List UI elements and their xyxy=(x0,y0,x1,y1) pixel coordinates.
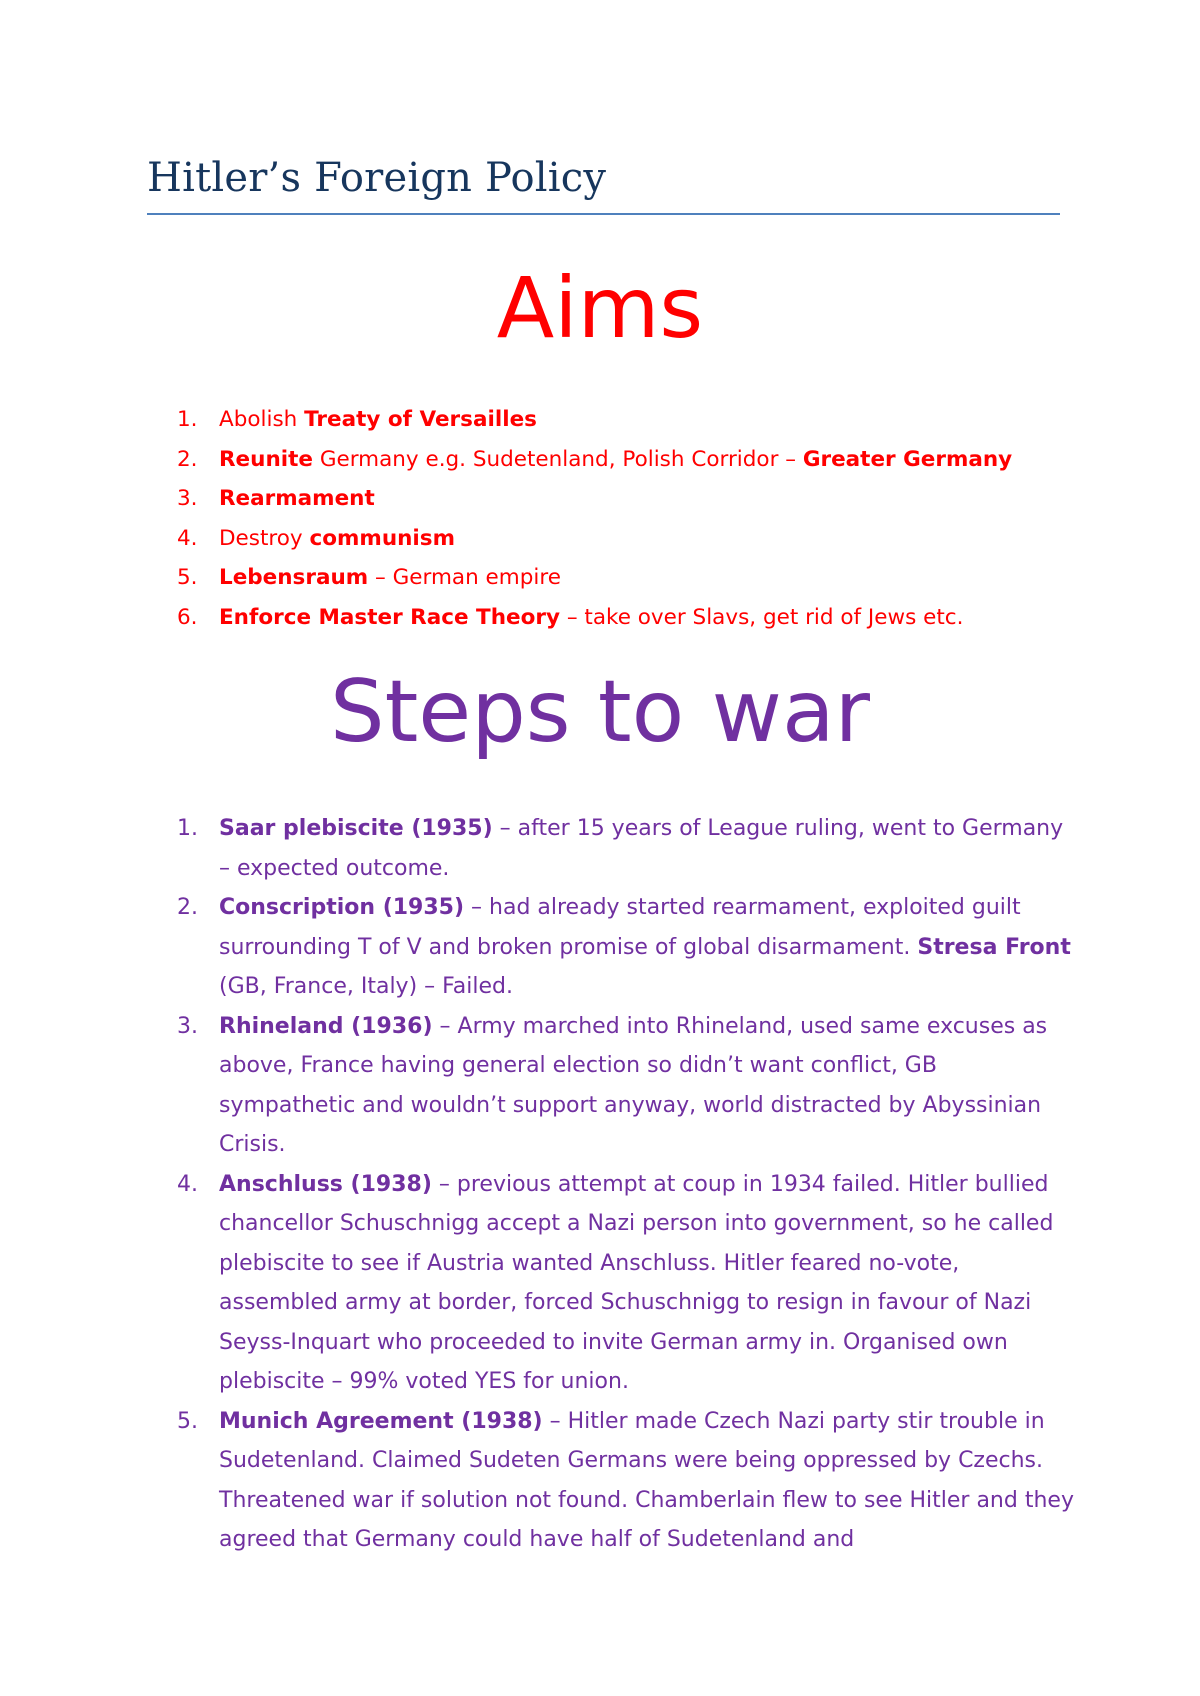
item-text: – German empire xyxy=(368,565,561,590)
bold-term: Lebensraum xyxy=(219,565,369,590)
steps-list xyxy=(147,809,1077,1560)
aims-item-1 xyxy=(147,400,1097,440)
bold-term: Anschluss (1938) xyxy=(219,1171,432,1197)
bold-term: Greater Germany xyxy=(802,446,1013,472)
aims-item-5 xyxy=(147,558,1097,598)
aims-list xyxy=(147,400,1097,637)
list-number: 2. xyxy=(177,446,198,472)
bold-term: Treaty of Versailles xyxy=(304,407,537,432)
bold-term: Conscription (1935) xyxy=(219,895,465,920)
item-text: Destroy xyxy=(219,525,310,551)
list-number: 3. xyxy=(177,486,198,511)
document-title: Hitler’s Foreign Policy xyxy=(147,155,607,201)
item-text: – previous attempt at coup in 1934 failed. Hitler bullied chancellor Schuschnigg accept a Nazi person into government, so he called plebiscite to see if Austria wanted Anschluss. Hitler feared no-vote, assembled army at border, forced Schuschnigg to resign in favour of Nazi Seyss-Inquart who proceeded to invite German army in. Organised own plebiscite – 99% voted YES for union. xyxy=(219,1171,1054,1394)
list-number: 3. xyxy=(177,1013,198,1039)
aims-item-4 xyxy=(147,519,1097,559)
bold-term: Enforce Master Race Theory xyxy=(219,604,560,630)
bold-term: Reunite xyxy=(219,446,313,472)
list-number: 1. xyxy=(177,407,198,432)
aims-heading: Aims xyxy=(496,259,704,357)
list-number: 1. xyxy=(177,816,198,841)
bold-term: Rhineland (1936) xyxy=(219,1013,433,1039)
item-text: – Army marched into Rhineland, used same excuses as above, France having general election so didn’t want conflict, GB sympathetic and wouldn’t support anyway, world distracted by Abyssinian Crisis. xyxy=(219,1013,1048,1157)
list-number: 5. xyxy=(177,565,198,590)
bold-term: Saar plebiscite (1935) xyxy=(219,816,493,841)
item-text: (GB, France, Italy) – Failed. xyxy=(219,974,513,999)
list-number: 4. xyxy=(177,525,198,551)
aims-item-2 xyxy=(147,440,1097,480)
item-text: – after 15 years of League ruling, went to Germany – expected outcome. xyxy=(219,816,1064,881)
list-number: 6. xyxy=(177,604,198,630)
bold-term: communism xyxy=(309,525,456,551)
list-number: 2. xyxy=(177,895,198,920)
steps-item-4 xyxy=(147,1165,1077,1402)
item-text: Germany e.g. Sudetenland, Polish Corridor – xyxy=(312,446,803,472)
steps-item-5 xyxy=(147,1402,1077,1560)
item-text: – Hitler made Czech Nazi party stir trouble in Sudetenland. Claimed Sudeten Germans were being oppressed by Czechs. Threatened war if solution not found. Chamberlain flew to see Hitler and they agreed that Germany could have half of Sudetenland and xyxy=(219,1408,1074,1552)
steps-item-3 xyxy=(147,1007,1077,1165)
steps-item-2 xyxy=(147,888,1077,1007)
steps-item-1 xyxy=(147,809,1077,888)
list-number: 4. xyxy=(177,1171,198,1197)
item-text: Abolish xyxy=(219,407,305,432)
bold-term: Rearmament xyxy=(219,486,375,511)
steps-heading: Steps to war xyxy=(329,662,871,762)
aims-item-3 xyxy=(147,479,1097,519)
title-underline xyxy=(147,213,1060,215)
bold-term: Stresa Front xyxy=(917,934,1071,960)
bold-term: Munich Agreement (1938) xyxy=(219,1408,543,1434)
list-number: 5. xyxy=(177,1408,198,1434)
aims-item-6 xyxy=(147,598,1097,638)
item-text: – had already started rearmament, exploited guilt surrounding T of V and broken promise of global disarmament. xyxy=(219,895,1021,960)
item-text: – take over Slavs, get rid of Jews etc. xyxy=(560,604,964,630)
